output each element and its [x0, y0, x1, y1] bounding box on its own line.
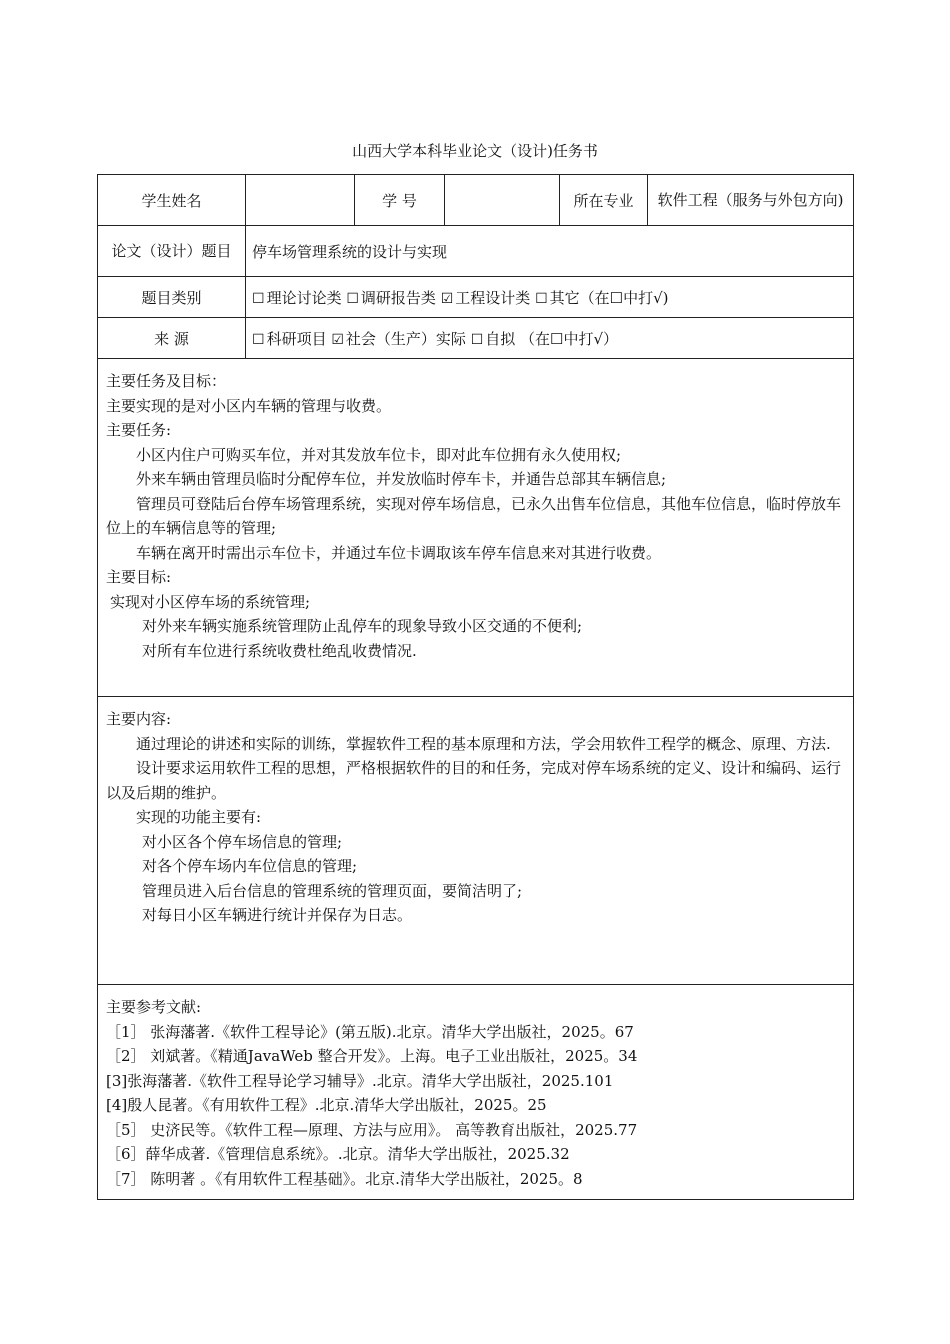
- reference-item: [3]张海藩著.《软件工程导论学习辅导》.北京。清华大学出版社，2025.101: [106, 1071, 614, 1090]
- tasks-row: [98, 359, 854, 697]
- references-heading: 主要参考文献:: [106, 998, 202, 1016]
- content-row: [98, 697, 854, 985]
- tasks-intro: 主要实现的是对小区内车辆的管理与收费。: [106, 396, 392, 415]
- function-item: 对每日小区车辆进行统计并保存为日志。: [142, 906, 413, 924]
- thesis-title-row: [98, 226, 854, 277]
- major-value: 软件工程（服务与外包方向): [648, 175, 854, 226]
- task-form-table: [97, 174, 854, 1200]
- thesis-title-value: 停车场管理系统的设计与实现: [246, 226, 854, 277]
- goal-subheading: 主要目标:: [106, 568, 172, 586]
- checkbox-icon: ☐: [252, 331, 265, 348]
- function-item: 管理员进入后台信息的管理系统的管理页面，要简洁明了;: [142, 881, 523, 900]
- tasks-section: [98, 359, 854, 697]
- thesis-title-label: 论文（设计）题目: [98, 226, 246, 277]
- checkbox-checked-icon: ☑: [440, 290, 454, 307]
- references-section: [98, 985, 854, 1200]
- goal-item: 实现对小区停车场的系统管理;: [110, 592, 311, 611]
- reference-item: ［7］ 陈明著 。《有用软件工程基础》。北京.清华大学出版社，2025。8: [106, 1169, 583, 1188]
- reference-item: ［1］ 张海藩著.《软件工程导论》(第五版).北京。清华大学出版社，2025。67: [106, 1022, 634, 1041]
- topic-category-label: 题目类别: [98, 277, 246, 318]
- reference-item: ［2］ 刘斌著。《精通JavaWeb 整合开发》。上海。电子工业出版社，2025。34: [106, 1047, 638, 1065]
- source-options: [246, 318, 854, 359]
- tasks-heading: 主要任务及目标：: [106, 372, 227, 390]
- goal-item: 对外来车辆实施系统管理防止乱停车的现象导致小区交通的不便利;: [142, 617, 583, 635]
- topic-category-row: [98, 277, 854, 318]
- reference-item: [4]殷人昆著。《有用软件工程》.北京.清华大学出版社，2025。25: [106, 1096, 547, 1114]
- category-option-survey[interactable]: ☐ 调研报告类: [346, 288, 436, 307]
- category-option-engineering[interactable]: ☑ 工程设计类: [440, 288, 531, 307]
- checkbox-icon: ☐: [470, 331, 484, 348]
- reference-item: ［6］薛华成著.《管理信息系统》。.北京。清华大学出版社，2025.32: [106, 1145, 570, 1163]
- source-option-self[interactable]: ☐ 自拟 （在☐中打√）: [470, 329, 619, 348]
- source-option-practice[interactable]: ☑ 社会（生产）实际: [331, 329, 466, 348]
- content-paragraph: 实现的功能主要有:: [136, 808, 262, 826]
- content-heading: 主要内容:: [106, 710, 172, 728]
- references-row: [98, 985, 854, 1200]
- goal-item: 对所有车位进行系统收费杜绝乱收费情况.: [142, 641, 417, 660]
- checkbox-checked-icon: ☑: [331, 331, 344, 348]
- checkbox-icon: ☐: [346, 290, 359, 307]
- topic-category-options: [246, 277, 854, 318]
- task-item: 车辆在离开时需出示车位卡，并通过车位卡调取该车停车信息来对其进行收费。: [136, 543, 662, 562]
- content-paragraph: 设计要求运用软件工程的思想，严格根据软件的目的和任务，完成对停车场系统的定义、设计和编码、运行以及后期的维护。: [106, 759, 842, 802]
- student-name-label: 学生姓名: [98, 175, 246, 226]
- checkbox-icon: ☐: [535, 290, 548, 307]
- content-paragraph: 通过理论的讲述和实际的训练，掌握软件工程的基本原理和方法，学会用软件工程学的概念、原理、方法.: [136, 734, 831, 753]
- function-item: 对小区各个停车场信息的管理;: [142, 832, 343, 851]
- category-option-theory[interactable]: ☐ 理论讨论类: [252, 288, 342, 307]
- task-item: 小区内住户可购买车位，并对其发放车位卡，即对此车位拥有永久使用权;: [136, 445, 622, 464]
- major-label: 所在专业: [560, 175, 648, 226]
- content-section: [98, 697, 854, 985]
- checkbox-icon: ☐: [252, 290, 265, 307]
- document-title: 山西大学本科毕业论文（设计)任务书: [352, 142, 598, 160]
- source-option-research[interactable]: ☐ 科研项目: [252, 329, 327, 348]
- task-item: 管理员可登陆后台停车场管理系统，实现对停车场信息，已永久出售车位信息，其他车位信息，临时停放车位上的车辆信息等的管理;: [106, 494, 842, 537]
- task-subheading: 主要任务:: [106, 421, 172, 439]
- student-name-field[interactable]: [246, 175, 355, 226]
- student-id-label: 学 号: [355, 175, 445, 226]
- student-id-field[interactable]: [445, 175, 560, 226]
- function-item: 对各个停车场内车位信息的管理;: [142, 857, 358, 875]
- category-option-other[interactable]: ☐ 其它（在☐中打√): [535, 288, 669, 307]
- student-info-row: [98, 175, 854, 226]
- source-row: [98, 318, 854, 359]
- reference-item: ［5］ 史济民等。《软件工程—原理、方法与应用》。 高等教育出版社，2025.77: [106, 1120, 638, 1139]
- source-label: 来 源: [98, 318, 246, 359]
- task-item: 外来车辆由管理员临时分配停车位，并发放临时停车卡，并通告总部其车辆信息;: [136, 470, 667, 488]
